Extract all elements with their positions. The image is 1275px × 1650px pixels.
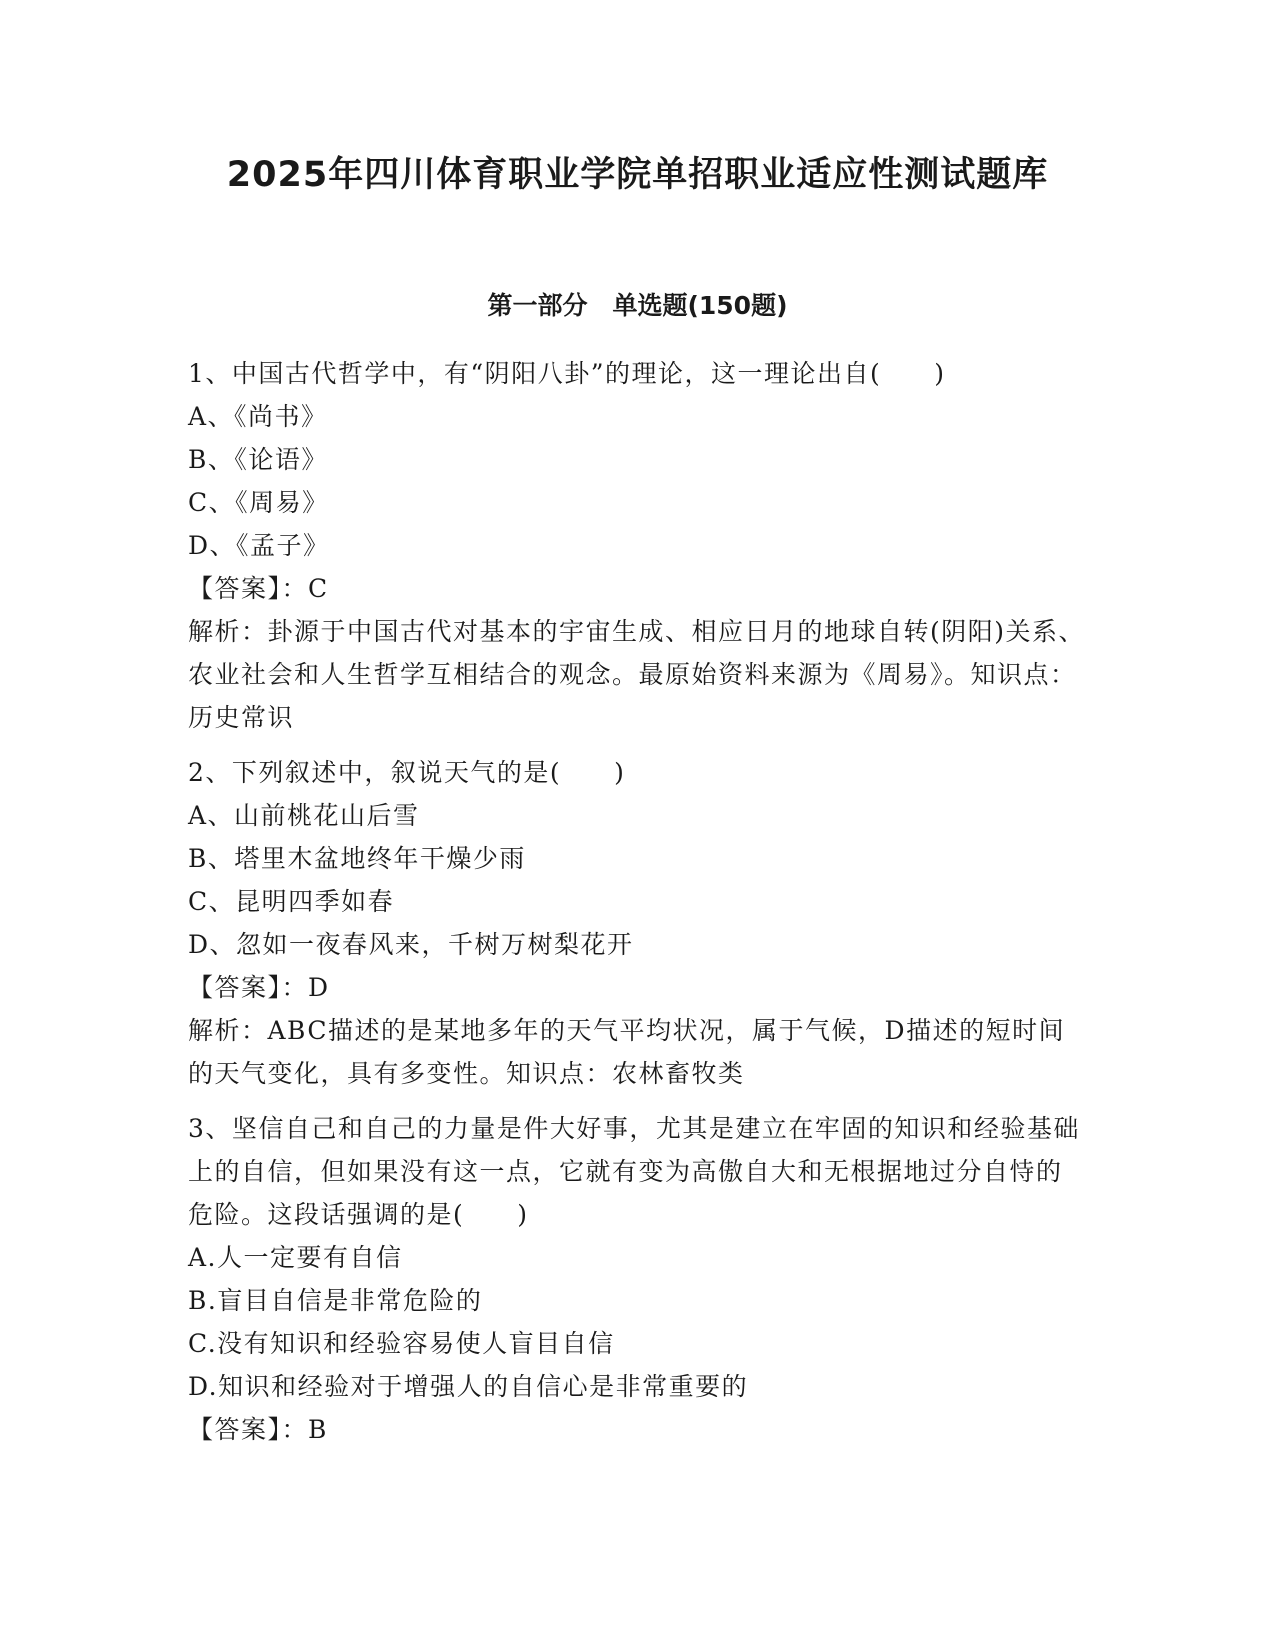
answer-value: C — [308, 574, 329, 603]
section-title: 第一部分 单选题(150题) — [487, 291, 788, 320]
answer-label: 【答案】： — [188, 1415, 309, 1444]
answer-value: D — [308, 973, 330, 1002]
question-stem: 3、坚信自己和自己的力量是件大好事，尤其是建立在牢固的知识和经验基础上的自信，但如果没有这一点，它就有变为高傲自大和无根据地过分自恃的危险。这段话强调的是( ) — [188, 1114, 1080, 1229]
option-a: A、《尚书》 — [188, 402, 328, 431]
answer-line — [188, 966, 1088, 1009]
option-a: A、山前桃花山后雪 — [188, 801, 420, 830]
question-list — [188, 352, 1088, 1463]
answer-value: B — [308, 1415, 328, 1444]
option-b: B、《论语》 — [188, 445, 328, 474]
analysis-text: 解析：卦源于中国古代对基本的宇宙生成、相应日月的地球自转(阴阳)关系、农业社会和人生哲学互相结合的观念。最原始资料来源为《周易》。知识点：历史常识 — [188, 617, 1086, 732]
answer-label: 【答案】： — [188, 973, 309, 1002]
analysis-text: 解析：ABC描述的是某地多年的天气平均状况，属于气候，D描述的短时间的天气变化，具有多变性。知识点：农林畜牧类 — [188, 1016, 1066, 1088]
answer-line — [188, 1408, 1088, 1451]
option-d: D.知识和经验对于增强人的自信心是非常重要的 — [188, 1372, 749, 1401]
option-d: D、《孟子》 — [188, 531, 330, 560]
question-2 — [188, 751, 1088, 1095]
option-a: A.人一定要有自信 — [188, 1243, 403, 1272]
option-c: C、《周易》 — [188, 488, 329, 517]
question-stem: 2、下列叙述中，叙说天气的是( ) — [188, 758, 626, 787]
option-b: B、塔里木盆地终年干燥少雨 — [188, 844, 526, 873]
question-1 — [188, 352, 1088, 739]
option-b: B.盲目自信是非常危险的 — [188, 1286, 483, 1315]
answer-label: 【答案】： — [188, 574, 309, 603]
answer-line — [188, 567, 1088, 610]
question-3 — [188, 1107, 1088, 1451]
option-c: C.没有知识和经验容易使人盲目自信 — [188, 1329, 615, 1358]
document-title: 2025年四川体育职业学院单招职业适应性测试题库 — [226, 155, 1049, 195]
option-d: D、忽如一夜春风来，千树万树梨花开 — [188, 930, 634, 959]
option-c: C、昆明四季如春 — [188, 887, 395, 916]
question-stem: 1、中国古代哲学中，有“阴阳八卦”的理论，这一理论出自( ) — [188, 359, 946, 388]
